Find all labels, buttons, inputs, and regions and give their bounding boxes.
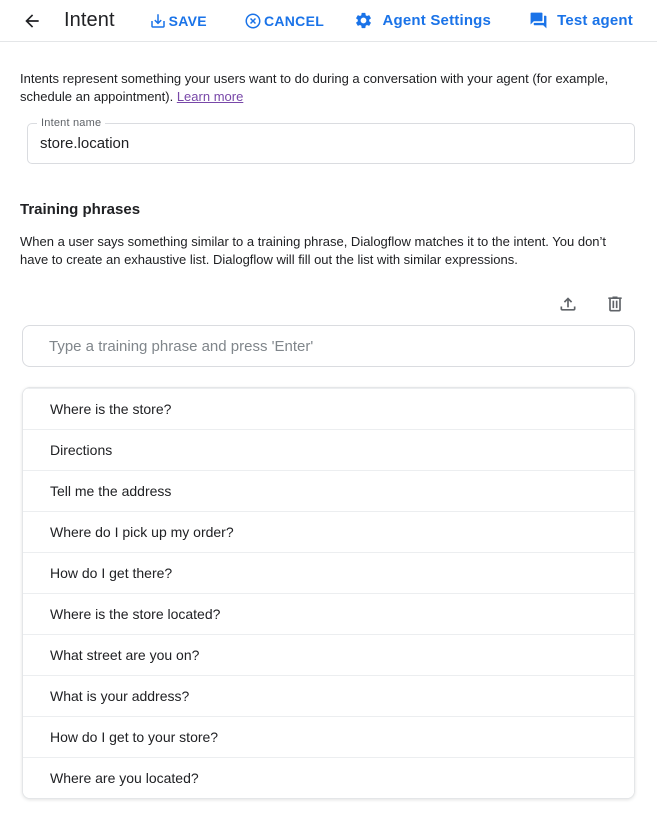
- training-phrase-text: Directions: [50, 442, 113, 458]
- intent-name-label: Intent name: [37, 117, 105, 129]
- training-phrase-text: Where is the store?: [50, 401, 172, 417]
- agent-settings-label: Agent Settings: [382, 12, 492, 29]
- training-phrases-description: When a user says something similar to a training phrase, Dialogflow matches it to the intent. You don’t have to create an exhaustive list. Dialogflow will fill out the list with similar expressions.: [20, 234, 607, 267]
- training-phrase-row[interactable]: [23, 716, 634, 757]
- intent-description: [20, 70, 637, 106]
- cancel-button[interactable]: [244, 12, 324, 30]
- cancel-button-label: CANCEL: [263, 12, 325, 29]
- forum-icon: [529, 11, 548, 30]
- back-arrow-icon: [22, 11, 42, 31]
- trash-icon: [605, 294, 625, 314]
- training-phrase-text: What is your address?: [50, 688, 190, 704]
- intent-description-text: Intents represent something your users want to do during a conversation with your agent (for example, schedule an appointment).: [20, 71, 609, 104]
- training-phrase-row[interactable]: [23, 552, 634, 593]
- training-phrases-toolbar: [20, 292, 627, 316]
- training-phrase-row[interactable]: [23, 675, 634, 716]
- save-button[interactable]: [149, 12, 207, 30]
- training-phrase-text: Where are you located?: [50, 770, 199, 786]
- training-phrase-text: How do I get to your store?: [50, 729, 219, 745]
- training-phrase-text: Tell me the address: [50, 483, 172, 499]
- intent-name-input[interactable]: [40, 135, 622, 152]
- back-button[interactable]: [20, 9, 44, 33]
- header-right-group: [354, 11, 633, 30]
- training-phrase-row[interactable]: [23, 388, 634, 429]
- delete-phrases-button[interactable]: [603, 292, 627, 316]
- test-agent-label: Test agent: [557, 12, 633, 29]
- save-icon: [149, 12, 167, 30]
- upload-icon: [558, 294, 578, 314]
- intent-editor-content: [0, 70, 657, 823]
- training-phrase-row[interactable]: [23, 470, 634, 511]
- training-phrases-heading: Training phrases: [20, 201, 141, 218]
- training-phrase-input[interactable]: [22, 325, 635, 367]
- save-button-label: SAVE: [168, 12, 207, 29]
- cancel-icon: [244, 12, 262, 30]
- training-phrase-text: Where is the store located?: [50, 606, 221, 622]
- training-phrase-row[interactable]: [23, 429, 634, 470]
- training-phrase-text: How do I get there?: [50, 565, 173, 581]
- page-title: Intent: [64, 9, 115, 31]
- training-phrase-row[interactable]: [23, 511, 634, 552]
- training-phrases-list: [22, 387, 635, 799]
- training-phrase-row[interactable]: [23, 757, 634, 798]
- intent-name-field[interactable]: [27, 117, 635, 164]
- gear-icon: [354, 11, 373, 30]
- training-phrase-text: What street are you on?: [50, 647, 200, 663]
- agent-settings-button[interactable]: [354, 11, 491, 30]
- learn-more-link[interactable]: Learn more: [176, 89, 244, 104]
- training-phrase-row[interactable]: [23, 593, 634, 634]
- phrase-input-wrap: [22, 325, 635, 367]
- test-agent-button[interactable]: [529, 11, 633, 30]
- training-phrase-row[interactable]: [23, 634, 634, 675]
- top-toolbar: [0, 0, 657, 42]
- training-phrase-text: Where do I pick up my order?: [50, 524, 234, 540]
- upload-phrases-button[interactable]: [556, 292, 580, 316]
